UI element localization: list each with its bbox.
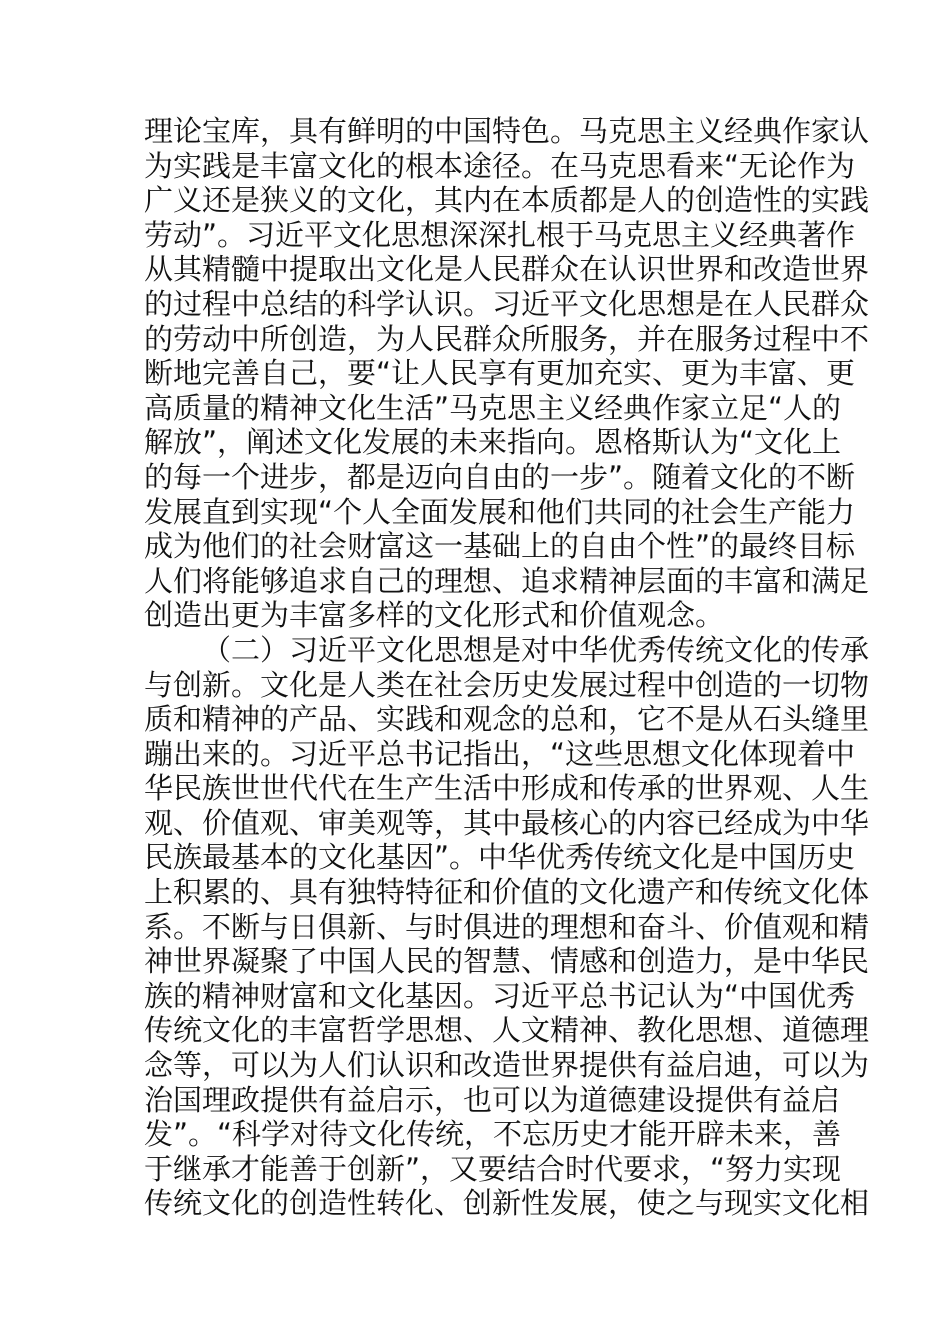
text-line: 高质量的精神文化生活”马克思主义经典作家立足“人的 bbox=[144, 390, 842, 425]
text-line: 解放”，阐述文化发展的未来指向。恩格斯认为“文化上 bbox=[144, 425, 842, 460]
text-line: 的劳动中所创造，为人民群众所服务，并在服务过程中不 bbox=[144, 321, 870, 356]
text-line: 人们将能够追求自己的理想、追求精神层面的丰富和满足 bbox=[144, 563, 870, 598]
text-line: 发展直到实现“个人全面发展和他们共同的社会生产能力 bbox=[144, 494, 856, 529]
text-line: 华民族世世代代在生产生活中形成和传承的世界观、人生 bbox=[144, 771, 870, 806]
text-line: 与创新。文化是人类在社会历史发展过程中创造的一切物 bbox=[144, 667, 870, 702]
text-line: 发”。“科学对待文化传统，不忘历史才能开辟未来，善 bbox=[144, 1117, 842, 1152]
text-line: 的每一个进步，都是迈向自由的一步”。随着文化的不断 bbox=[144, 459, 856, 494]
text-line: 传统文化的丰富哲学思想、人文精神、教化思想、道德理 bbox=[144, 1013, 870, 1048]
text-line: 的过程中总结的科学认识。习近平文化思想是在人民群众 bbox=[144, 286, 870, 321]
text-line: 观、价值观、审美观等，其中最核心的内容已经成为中华 bbox=[144, 805, 870, 840]
text-line: 上积累的、具有独特特征和价值的文化遗产和传统文化体 bbox=[144, 875, 870, 910]
text-line: 断地完善自己，要“让人民享有更加充实、更为丰富、更 bbox=[144, 356, 856, 391]
text-line: 治国理政提供有益启示，也可以为道德建设提供有益启 bbox=[144, 1082, 841, 1117]
text-line: 念等，可以为人们认识和改造世界提供有益启迪，可以为 bbox=[144, 1048, 870, 1083]
text-line: 系。不断与日俱新、与时俱进的理想和奋斗、价值观和精 bbox=[144, 909, 870, 944]
text-line: 从其精髓中提取出文化是人民群众在认识世界和改造世界 bbox=[144, 252, 870, 287]
text-line: 质和精神的产品、实践和观念的总和，它不是从石头缝里 bbox=[144, 702, 870, 737]
text-line: 蹦出来的。习近平总书记指出，“这些思想文化体现着中 bbox=[144, 736, 856, 771]
text-line: 广义还是狭义的文化，其内在本质都是人的创造性的实践 bbox=[144, 183, 870, 218]
text-line: 成为他们的社会财富这一基础上的自由个性”的最终目标 bbox=[144, 529, 856, 564]
text-line: 于继承才能善于创新”，又要结合时代要求，“努力实现 bbox=[144, 1151, 842, 1186]
text-line: 传统文化的创造性转化、创新性发展，使之与现实文化相 bbox=[144, 1186, 870, 1221]
text-line: 神世界凝聚了中国人民的智慧、情感和创造力，是中华民 bbox=[144, 944, 870, 979]
section-heading-line: （二）习近平文化思想是对中华优秀传统文化的传承 bbox=[202, 632, 870, 667]
text-line: 族的精神财富和文化基因。习近平总书记认为“中国优秀 bbox=[144, 978, 856, 1013]
text-line: 创造出更为丰富多样的文化形式和价值观念。 bbox=[144, 598, 725, 633]
text-line: 民族最基本的文化基因”。中华优秀传统文化是中国历史 bbox=[144, 840, 856, 875]
text-line: 为实践是丰富文化的根本途径。在马克思看来“无论作为 bbox=[144, 148, 856, 183]
text-line: 劳动”。习近平文化思想深深扎根于马克思主义经典著作 bbox=[144, 217, 856, 252]
text-line: 理论宝库，具有鲜明的中国特色。马克思主义经典作家认 bbox=[144, 114, 870, 148]
body-text bbox=[144, 114, 870, 1221]
